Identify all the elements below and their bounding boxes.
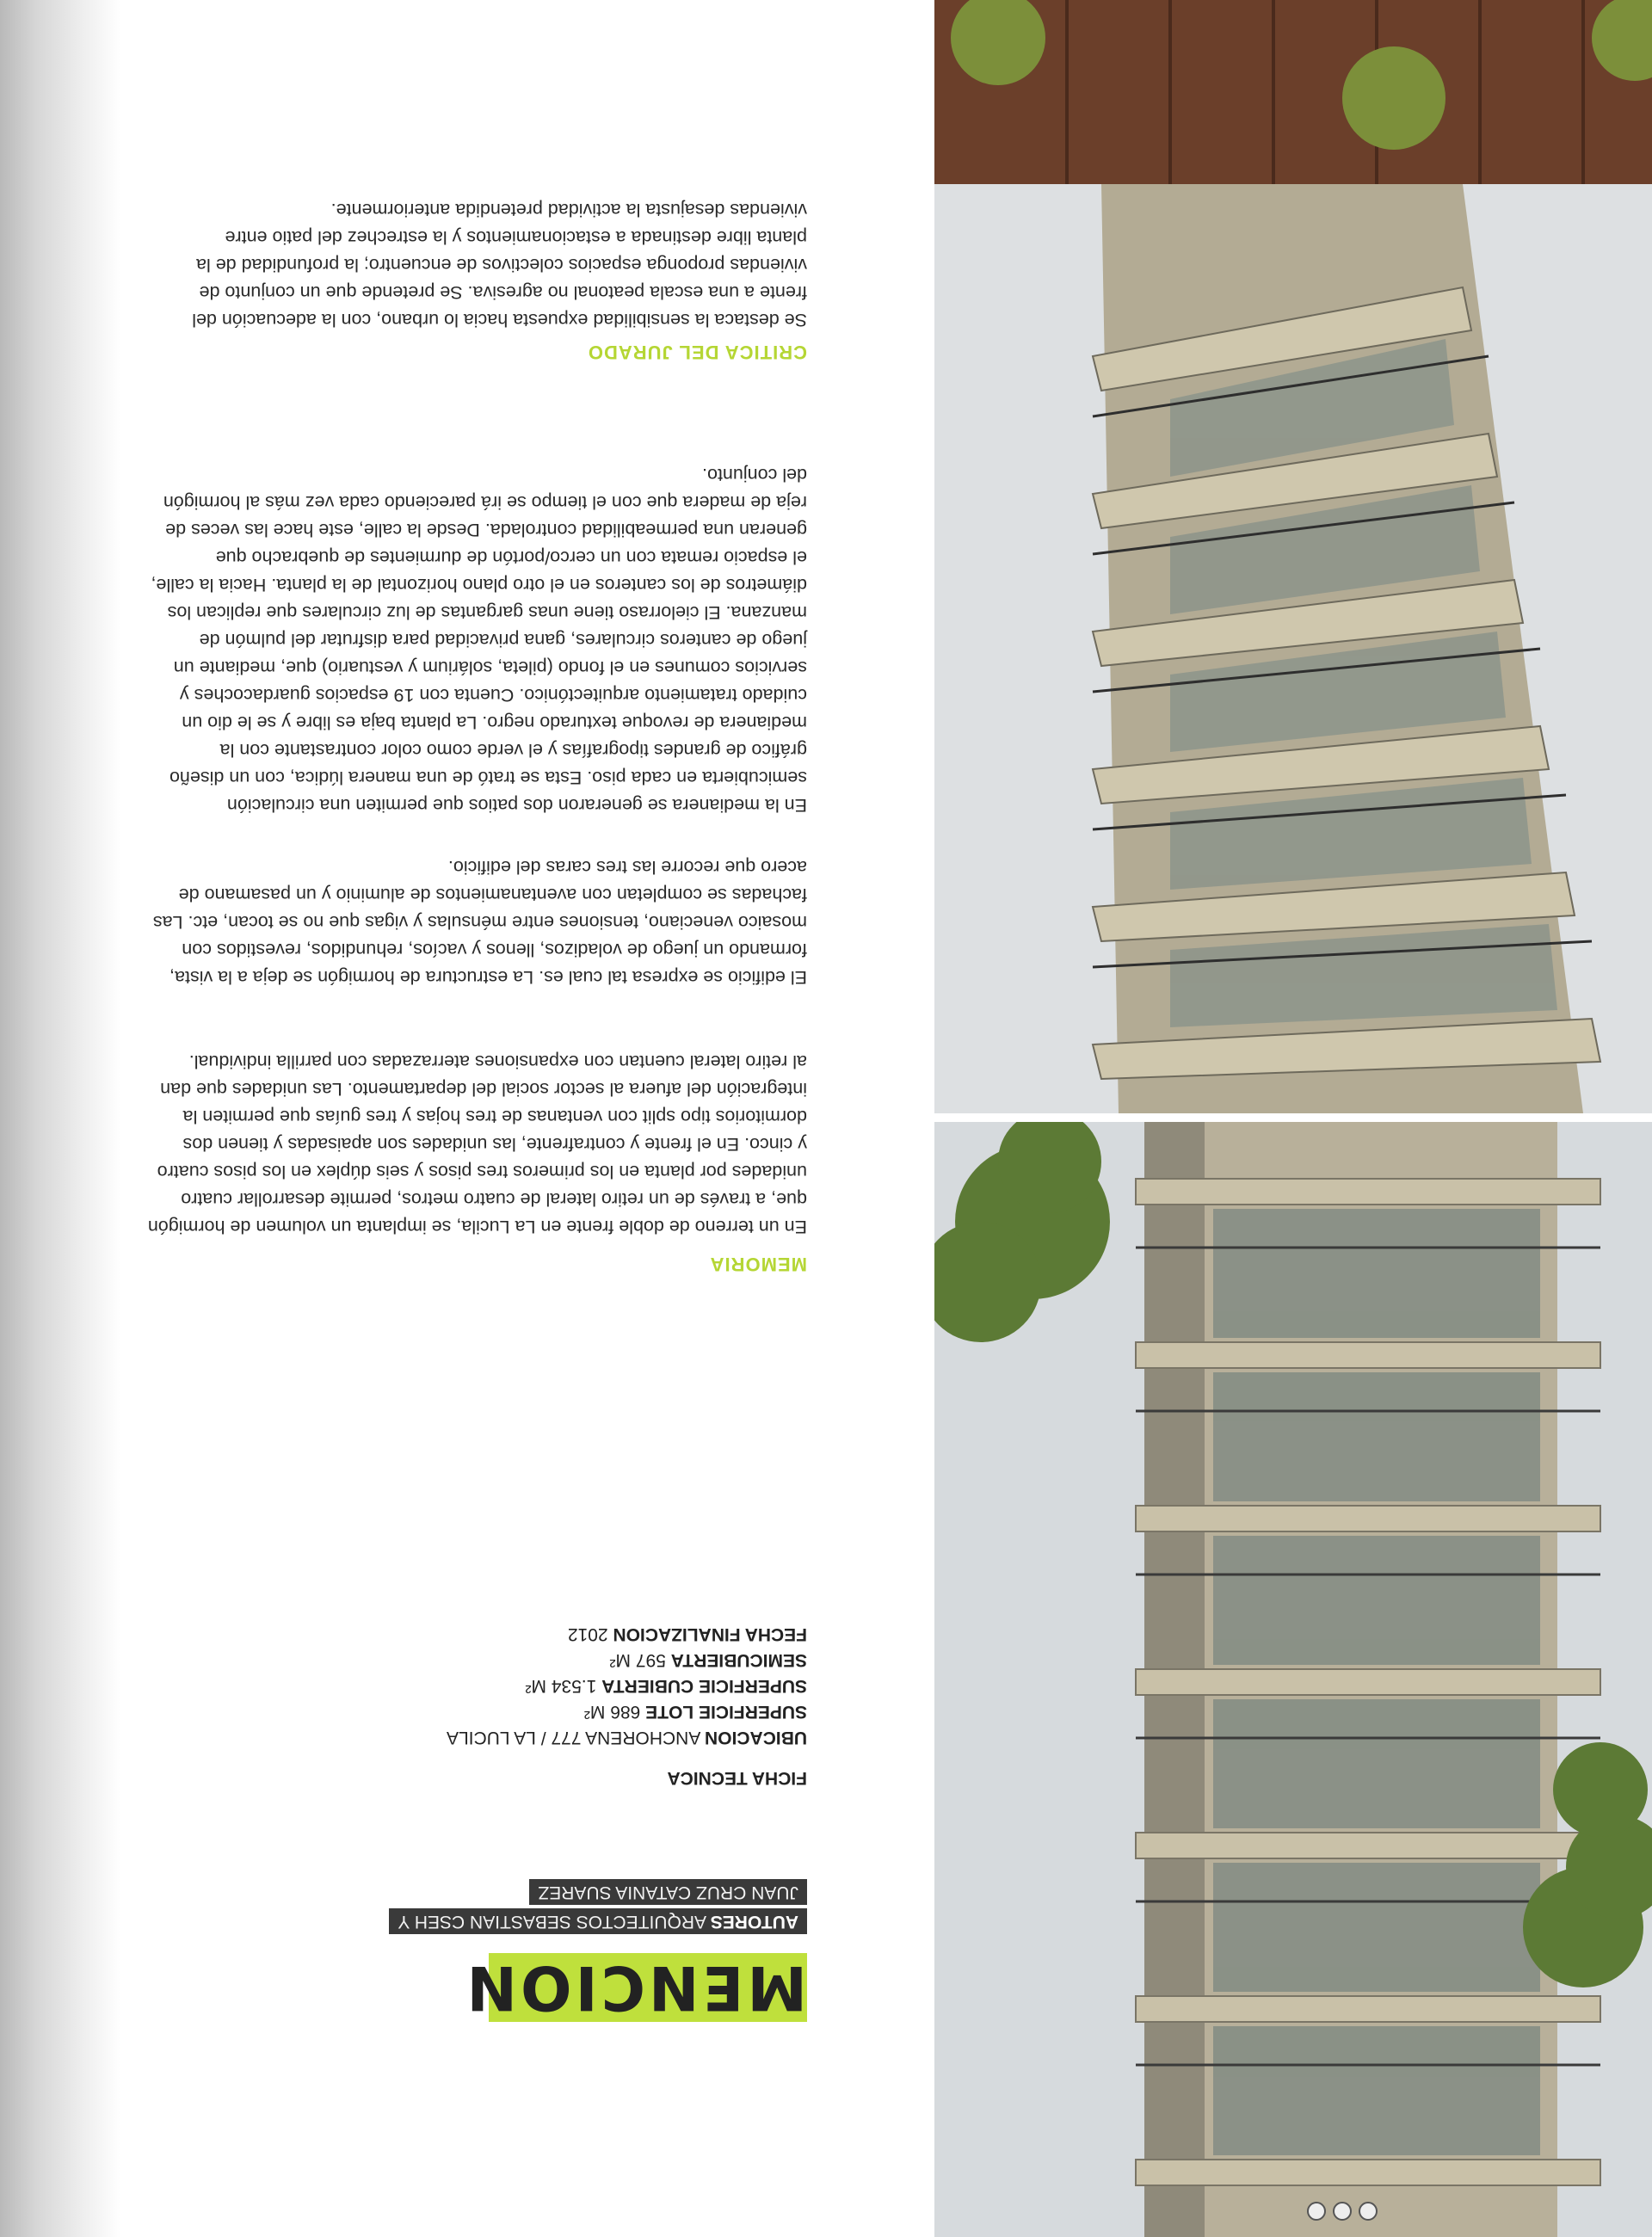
ficha-value: 597 M² — [609, 1650, 666, 1670]
ficha-tecnica-title: FICHA TECNICA — [667, 1768, 807, 1788]
authors-line-1-text: ARQUITECTOS SEBASTIAN CSEH Y — [398, 1912, 707, 1932]
ficha-label: UBICACION — [705, 1728, 807, 1747]
paragraph-text: El edificio se expresa tal cual es. La estructura de hormigón se deja a la vista, formando un juego de voladizos, llenos y vacíos, rehundidos, revestidos con mosaico veneciano, tensiones entre ménsulas y vigas que no se tocan, etc. Las fachadas se completan con aventanamientos de aluminio y un pasamano de acero que recorre las tres caras del edificio. — [152, 857, 807, 988]
ficha-label: SUPERFICIE CUBIERTA — [601, 1676, 807, 1696]
authors-line-2: JUAN CRUZ CATANIA SUAREZ — [529, 1879, 807, 1905]
authors-line-1 — [389, 1908, 807, 1934]
ficha-value: ANCHORENA 777 / LA LUCILA — [447, 1728, 701, 1747]
authors-block — [389, 1876, 807, 1934]
ficha-row-semicubierta — [447, 1647, 807, 1673]
ficha-row-fecha-finalizacion — [447, 1621, 807, 1647]
paragraph-text: En un terreno de doble frente en La Lucila, se implanta un volumen de hormigón que, a través de un retiro lateral de cuatro metros, permite desarrollar cuatro unidades por planta en los primeros tres pisos y seis dúplex en los pisos cuatro y cinco. En el frente y contrafrente, las unidades son apaisadas y tienen dos dormitorios tipo split con ventanas de tres hojas y tres guías que permiten la integración del afuera al sector social del departamento. Las unidades que dan al retiro lateral cuentan con expansiones aterrazadas con parrilla individual. — [147, 1051, 807, 1237]
memoria-heading: MEMORIA — [709, 1254, 807, 1275]
paragraph-text: En la medianera se generaron dos patios que permiten una circulación semicubierta en cada piso. Esta se trató de una manera lúdica, con un diseño gráfico de grandes tipografías y el verde como color contrastante con la medianera de revoque texturado negro. La planta baja es libre y se le dio un cuidado tratamiento arquitectónico. Cuenta con 19 espacios guardacoches y servicios comunes en el fondo (pileta, solárium y vestuario) que, mediante un juego de canteros circulares, gana privacidad para disfrutar del pulmón de manzana. El cielorraso tiene unas gargantas de luz circulares que replican los diámetros de los canteros en el otro plano horizontal de la planta. Hacia la calle, el espacio remata con un cerco/portón de durmientes de quebracho que generan una permeabilidad controlada. Desde la calle, este hace las veces de reja de madera que con el tiempo se irá pareciendo cada vez más al hormigón del conjunto. — [151, 465, 807, 816]
memoria-paragraph-2 — [143, 854, 807, 991]
ficha-tecnica — [447, 1621, 807, 1788]
ficha-row-superficie-lote — [447, 1698, 807, 1724]
ficha-value: 1.534 M² — [525, 1676, 597, 1696]
memoria-paragraph-1 — [143, 1048, 807, 1241]
paragraph-text: Se destaca la sensibilidad expuesta hacia lo urbano, con la adecuación del frente a una escala peatonal no agresiva. Se pretende que un conjunto de viviendas proponga espacios colectivos de encuentro; la profundidad de la planta libre destinada a estacionamientos y la estrechez del patio entre viviendas desajusta la actividad pretendida anteriormente. — [192, 200, 807, 330]
ficha-label: SUPERFICIE LOTE — [645, 1702, 807, 1722]
building-photo-balconies — [934, 0, 1652, 1113]
ficha-value: 2012 — [567, 1624, 608, 1644]
ficha-label: SEMICUBIERTA — [670, 1650, 807, 1670]
critica-heading: CRITICA DEL JURADO — [587, 342, 807, 363]
memoria-paragraph-3 — [143, 461, 807, 819]
ficha-label: FECHA FINALIZACION — [613, 1624, 807, 1644]
ficha-row-ubicacion — [447, 1724, 807, 1750]
ficha-row-superficie-cubierta — [447, 1673, 807, 1698]
ficha-value: 686 M² — [583, 1702, 641, 1722]
building-photo-facade — [934, 1122, 1652, 2237]
mencion-banner: MENCION — [463, 1952, 807, 2023]
critica-paragraph — [143, 196, 807, 334]
authors-label: AUTORES — [710, 1912, 798, 1932]
